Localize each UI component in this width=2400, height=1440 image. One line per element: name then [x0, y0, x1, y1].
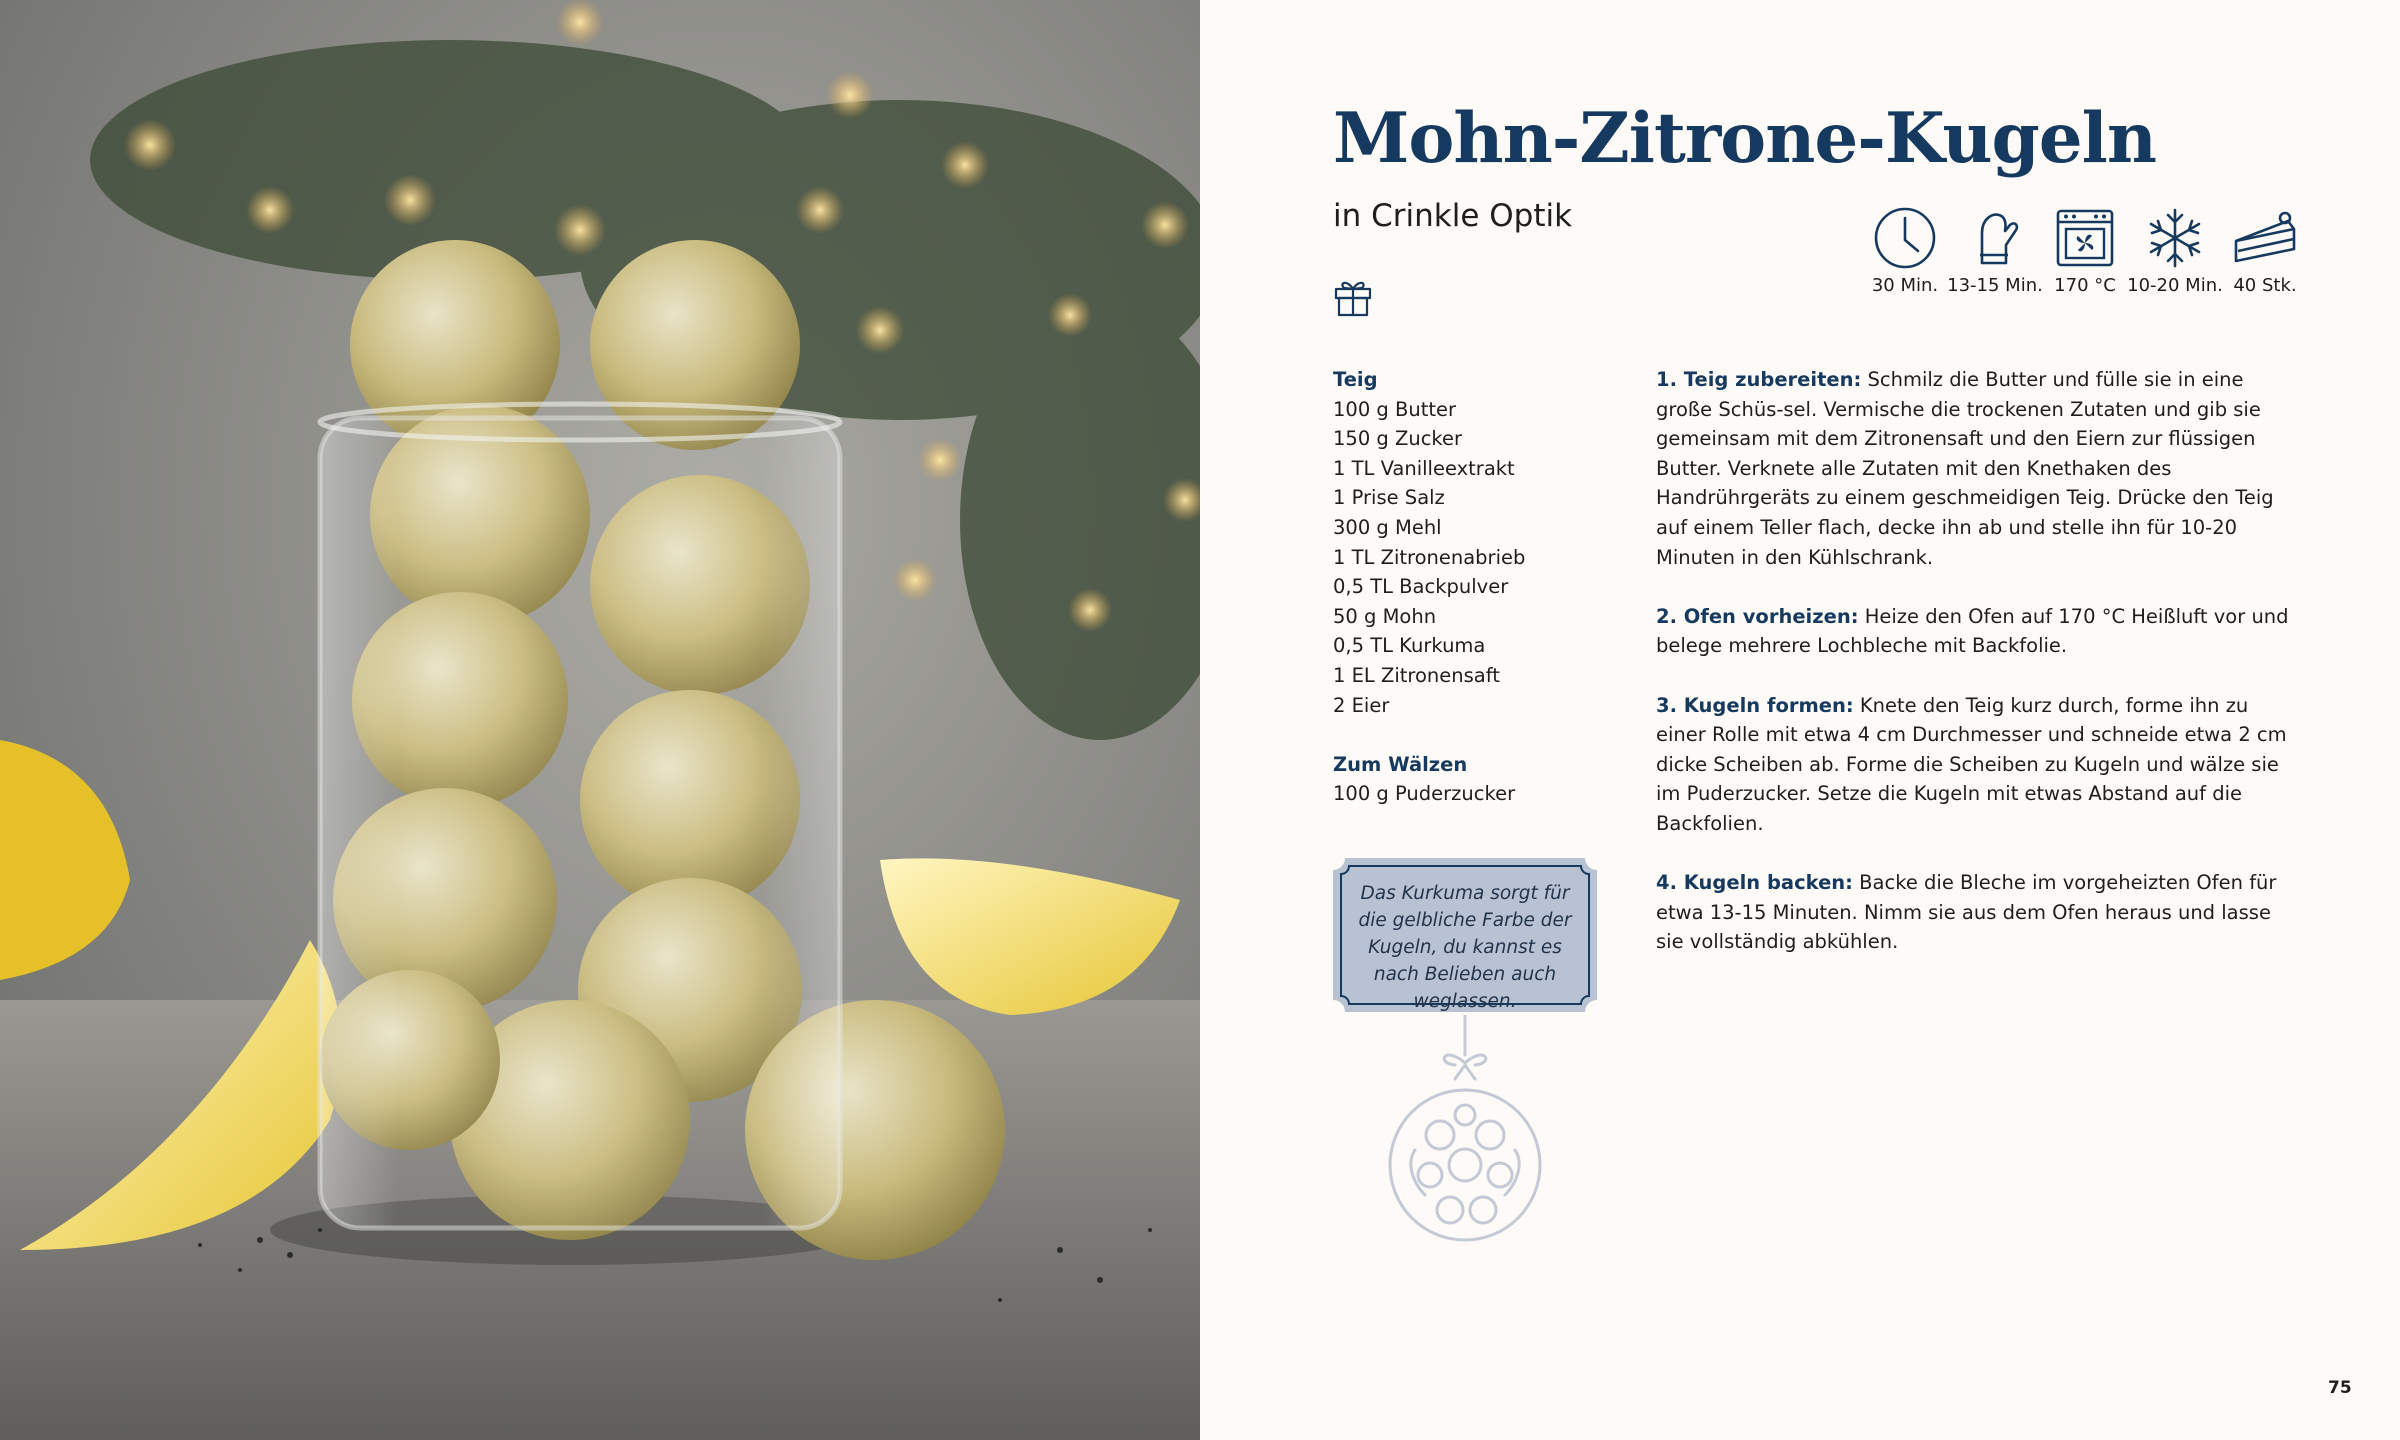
- chill-time-label: 10-20 Min.: [2127, 275, 2223, 296]
- step-1: [1656, 365, 2296, 572]
- recipe-page: [1200, 0, 2400, 1440]
- recipe-title: Mohn-Zitrone-Kugeln: [1333, 98, 2157, 179]
- step-1-title: 1. Teig zubereiten:: [1656, 368, 1862, 391]
- step-4: [1656, 868, 2296, 957]
- chill-time: [2127, 205, 2223, 296]
- step-3-text: Knete den Teig kurz durch, forme ihn zu einer Rolle mit etwa 4 cm Durchmesser und schneide etwa 2 cm dicke Scheiben ab. Forme die Scheiben zu Kugeln und wälze sie im Puderzucker. Setze die Kugeln mit etwas Abstand auf die Backfolien.: [1656, 693, 2287, 835]
- ingredient-item: 0,5 TL Backpulver: [1333, 575, 1509, 599]
- fan-oven-icon: [2052, 205, 2118, 271]
- gift-icon: [1333, 275, 1373, 317]
- ingredient-item: 100 g Butter: [1333, 397, 1457, 421]
- ingredient-item: 1 TL Vanilleextrakt: [1333, 456, 1515, 480]
- prep-time: [1860, 205, 1950, 296]
- snowflake-icon: [2142, 205, 2208, 271]
- step-2-title: 2. Ofen vorheizen:: [1656, 604, 1859, 628]
- clock-icon: [1872, 205, 1938, 271]
- cake-slice-icon: [2232, 205, 2298, 271]
- ingredient-item: 300 g Mehl: [1333, 515, 1442, 539]
- ingredient-item: 1 EL Zitronensaft: [1333, 663, 1500, 687]
- ingredient-item: 100 g Puderzucker: [1333, 782, 1516, 806]
- oven-temperature: [2040, 205, 2130, 296]
- oven-temperature-label: 170 °C: [2054, 275, 2116, 296]
- ingredient-item: 50 g Mohn: [1333, 604, 1437, 628]
- ingredient-item: 1 TL Zitronenabrieb: [1333, 545, 1526, 569]
- glass-jar: [320, 404, 840, 1228]
- instructions: [1656, 365, 2296, 986]
- ingredient-item: 150 g Zucker: [1333, 427, 1463, 451]
- recipe-subtitle: in Crinkle Optik: [1333, 198, 1573, 234]
- ingredients-list: [1333, 365, 1613, 809]
- ingredients-heading-waelzen: Zum Wälzen: [1333, 752, 1468, 776]
- ingredient-item: 1 Prise Salz: [1333, 486, 1445, 510]
- yield: [2220, 205, 2310, 296]
- page-number: 75: [2328, 1378, 2352, 1398]
- christmas-bauble-ornament: [1375, 1015, 1555, 1265]
- step-2: [1656, 602, 2296, 661]
- step-2-text: Heize den Ofen auf 170 °C Heißluft vor und belege mehrere Lochbleche mit Backfolie.: [1656, 604, 2289, 658]
- tip-text: Das Kurkuma sorgt für die gelbliche Farbe der Kugeln, du kannst es nach Belieben auch weglassen.: [1358, 883, 1572, 1012]
- bake-time-label: 13-15 Min.: [1947, 275, 2043, 296]
- bake-time: [1947, 205, 2043, 296]
- recipe-info-icons: [1860, 205, 2310, 296]
- step-3: [1656, 691, 2296, 839]
- step-1-text: Schmilz die Butter und fülle sie in eine große Schüs-sel. Vermische die trockenen Zutaten und gib sie gemeinsam mit dem Zitronensaft und den Eiern zur flüssigen Butter. Verknete alle Zutaten mit den Knethaken des Handrührgeräts zu einem geschmeidigen Teig. Drücke den Teig auf einem Teller flach, decke ihn ab und stelle ihn für 10-20 Minuten in den Kühlschrank.: [1656, 368, 2274, 569]
- step-4-text: Backe die Bleche im vorgeheizten Ofen für etwa 13-15 Minuten. Nimm sie aus dem Ofen heraus und lasse sie vollständig abkühlen.: [1656, 871, 2277, 954]
- ingredient-item: 2 Eier: [1333, 693, 1390, 717]
- oven-mitt-icon: [1962, 205, 2028, 271]
- yield-label: 40 Stk.: [2233, 275, 2297, 296]
- step-4-title: 4. Kugeln backen:: [1656, 871, 1853, 895]
- ingredient-item: 0,5 TL Kurkuma: [1333, 634, 1486, 658]
- ingredients-heading-teig: Teig: [1333, 368, 1378, 391]
- step-3-title: 3. Kugeln formen:: [1656, 693, 1854, 717]
- prep-time-label: 30 Min.: [1871, 275, 1939, 296]
